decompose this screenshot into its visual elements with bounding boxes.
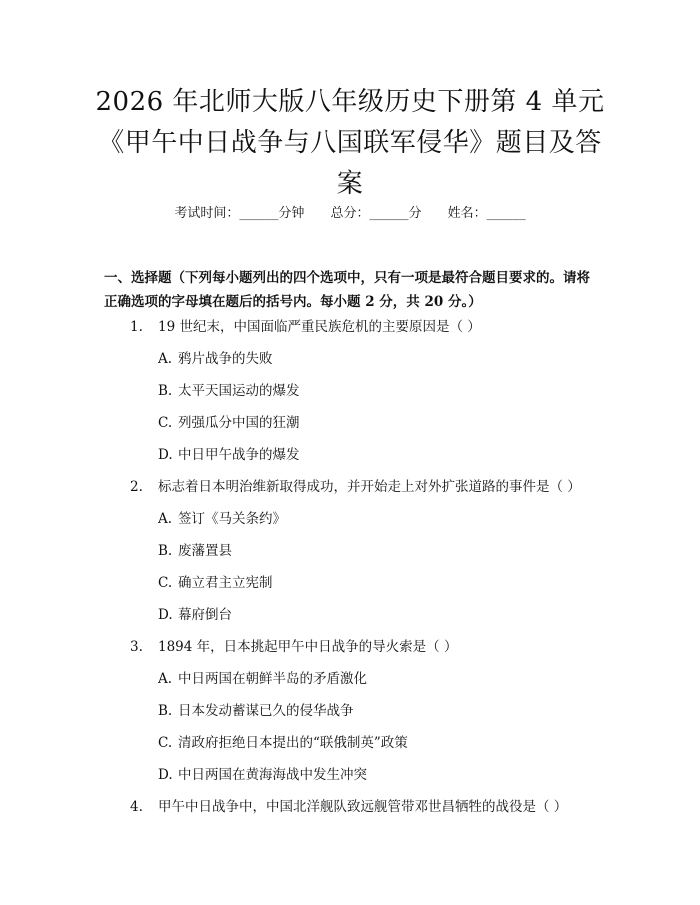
- option-text: 鸦片战争的失败: [178, 351, 273, 367]
- option-text: 中日两国在黄海海战中发生冲突: [178, 767, 367, 783]
- option-text: 中日甲午战争的爆发: [178, 447, 300, 463]
- exam-name-field: 姓名：______: [447, 206, 526, 221]
- title-line-2: 《甲午中日战争与八国联军侵华》题目及答: [98, 128, 602, 158]
- option-letter: A.: [158, 351, 173, 367]
- option-letter: C.: [158, 735, 173, 751]
- question-2-option-d: [158, 606, 232, 624]
- option-letter: D.: [158, 767, 173, 783]
- exam-meta: [0, 205, 700, 223]
- question-number: 3.: [130, 639, 143, 655]
- exam-score-field: 总分：______分: [330, 206, 422, 221]
- option-letter: A.: [158, 511, 173, 527]
- question-2: [130, 478, 581, 496]
- question-3-option-d: [158, 766, 367, 784]
- question-number: 2.: [130, 479, 143, 495]
- question-3-option-a: [158, 670, 367, 688]
- question-1-option-c: [158, 414, 300, 432]
- title-line-1: 2026 年北师大版八年级历史下册第 4 单元: [95, 87, 605, 117]
- question-1-option-d: [158, 446, 300, 464]
- section-heading: 一、选择题（下列每小题列出的四个选项中，只有一项是最符合题目要求的。请将正确选项的字母填在题后的括号内。每小题 2 分，共 20 分。）: [104, 270, 590, 310]
- question-1: [130, 318, 481, 336]
- option-letter: D.: [158, 607, 173, 623]
- option-text: 确立君主立宪制: [178, 575, 273, 591]
- question-4: [130, 798, 567, 816]
- question-2-option-c: [158, 574, 273, 592]
- option-text: 幕府倒台: [178, 607, 232, 623]
- question-3-option-b: [158, 702, 354, 720]
- option-letter: B.: [158, 703, 173, 719]
- title-line-3: 案: [336, 169, 364, 199]
- question-number: 4.: [130, 799, 143, 815]
- question-1-option-b: [158, 382, 300, 400]
- option-letter: B.: [158, 383, 173, 399]
- question-3: [130, 638, 457, 656]
- option-text: 清政府拒绝日本提出的“联俄制英”政策: [178, 735, 408, 751]
- option-text: 废藩置县: [178, 543, 232, 559]
- question-text: 甲午中日战争中，中国北洋舰队致远舰管带邓世昌牺牲的战役是（ ）: [158, 799, 568, 815]
- document-title: [90, 82, 610, 205]
- option-text: 列强瓜分中国的狂潮: [178, 415, 300, 431]
- option-text: 日本发动蓄谋已久的侵华战争: [178, 703, 354, 719]
- option-letter: C.: [158, 575, 173, 591]
- question-text: 标志着日本明治维新取得成功，并开始走上对外扩张道路的事件是（ ）: [158, 479, 581, 495]
- option-text: 中日两国在朝鲜半岛的矛盾激化: [178, 671, 367, 687]
- question-text: 19 世纪末，中国面临严重民族危机的主要原因是（ ）: [158, 319, 481, 335]
- question-number: 1.: [130, 319, 143, 335]
- option-letter: B.: [158, 543, 173, 559]
- exam-time-field: 考试时间：______分钟: [174, 206, 305, 221]
- question-1-option-a: [158, 350, 273, 368]
- option-letter: A.: [158, 671, 173, 687]
- option-letter: C.: [158, 415, 173, 431]
- option-letter: D.: [158, 447, 173, 463]
- question-3-option-c: [158, 734, 408, 752]
- option-text: 太平天国运动的爆发: [178, 383, 300, 399]
- question-text: 1894 年，日本挑起甲午中日战争的导火索是（ ）: [158, 639, 458, 655]
- question-2-option-a: [158, 510, 286, 528]
- question-2-option-b: [158, 542, 232, 560]
- option-text: 签订《马关条约》: [178, 511, 286, 527]
